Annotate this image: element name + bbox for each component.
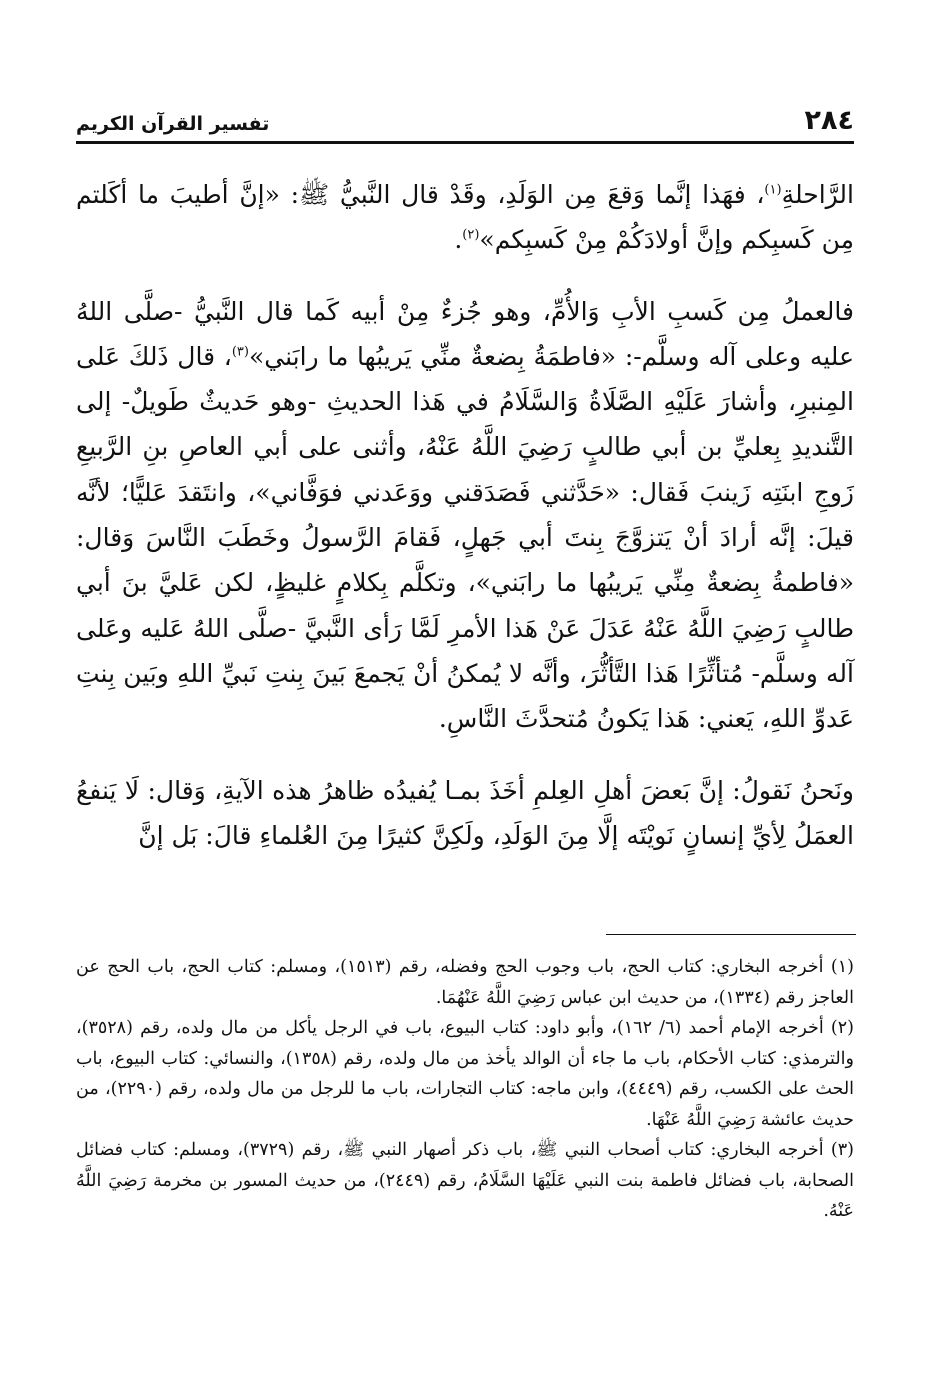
footnote: (٢) أخرجه الإمام أحمد (٦/ ١٦٢)، وأبو داود: كتاب البيوع، باب في الرجل يأكل من مال ولده، رقم (٣٥٢٨)، والترمذي: كتاب الأحكام، باب ما جاء أن الوالد يأخذ من مال ولده، رقم (١٣٥٨)، والنسائي: كتاب البيوع، باب الحث على الكسب، رقم (٤٤٤٩)، وابن ماجه: كتاب التجارات، باب ما للرجل من مال ولده، رقم (٢٢٩٠)، من حديث عائشة رَضِيَ اللَّهُ عَنْهَا. xyxy=(76,1018,855,1130)
footnote: (٣) أخرجه البخاري: كتاب أصحاب النبي ﷺ، باب ذكر أصهار النبي ﷺ، رقم (٣٧٢٩)، ومسلم: كتاب فضائل الصحابة، باب فضائل فاطمة بنت النبي عَلَيْهَا السَّلَامُ، رقم (٢٤٤٩)، من حديث المسور بن مخرمة رَضِيَ اللَّهُ عَنْهُ. xyxy=(76,1140,854,1221)
paragraph xyxy=(76,289,854,742)
footnote: (١) أخرجه البخاري: كتاب الحج، باب وجوب الحج وفضله، رقم (١٥١٣)، ومسلم: كتاب الحج، باب الحج عن العاجز رقم (١٣٣٤)، من حديث ابن عباس رَضِيَ اللَّهُ عَنْهُمَا. xyxy=(76,957,854,1008)
header-rule xyxy=(76,141,854,144)
page-header xyxy=(76,100,854,134)
footnote-marker: (٢) xyxy=(462,227,480,243)
footnote-marker: (٣) xyxy=(231,344,249,360)
text-run: . xyxy=(454,225,463,255)
text-run: ، فهَذا إنَّما وَقعَ مِن الوَلَدِ، وقَدْ قال النَّبيُّ ﷺ: «إنَّ أطيبَ ما أكَلتم مِن كَسبِكم وإنَّ أولادَكُمْ مِنْ كَسبِكم» xyxy=(76,180,854,255)
text-run: فالعملُ مِن كَسبِ الأبِ وَالأُمِّ، وهو جُزءٌ مِنْ أبيه كَما قال النَّبيُّ -صلَّى اللهُ عليه وعلى آله وسلَّم-: «فاطمَةُ بِضعةٌ منِّي يَريبُها ما رابَني» xyxy=(76,296,854,371)
paragraph-gap xyxy=(76,263,854,289)
paragraph-gap xyxy=(76,742,854,768)
text-run: ، قال ذَلكَ عَلى المِنبرِ، وأشارَ عَلَيْهِ الصَّلَاةُ وَالسَّلَامُ في هَذا الحديثِ -وهو حَديثٌ طَويلٌ- إلى التَّنديدِ بِعليِّ بن أبي طالبٍ رَضِيَ اللَّهُ عَنْهُ، وأثنى على أبي العاصِ بنِ الرَّبيعِ زَوجِ ابنَتِه زَينبَ فَقال: «حَدَّثني فَصَدَقني ووَعَدني فوَفَّاني»، وانتَقدَ عَليًّا؛ لأنَّه قيلَ: إنَّه أرادَ أنْ يَتزوَّجَ بِنتَ أبي جَهلٍ، فَقامَ الرَّسولُ وخَطَبَ النَّاسَ وَقال: «فاطمةُ بِضعةٌ مِنِّي يَريبُها ما رابَني»، وتكلَّم بِكلامٍ غليظٍ، لكن عَليَّ بنَ أبي طالبٍ رَضِيَ اللَّهُ عَنْهُ عَدَلَ عَنْ هَذا الأمرِ لَمَّا رَأى النَّبيَّ -صلَّى اللهُ عَليه وعَلى آله وسلَّم- مُتأثِّرًا هَذا التَّأثُّرَ، وأنَّه لا يُمكنُ أنْ يَجمعَ بَينَ بِنتِ نَبيِّ اللهِ وبَين بِنتِ عَدوِّ اللهِ، يَعني: هَذا يَكونُ مُتحدَّثَ النَّاسِ. xyxy=(76,341,854,734)
main-text xyxy=(76,172,854,858)
footnote-marker: (١) xyxy=(764,182,782,198)
footnotes xyxy=(76,952,854,1227)
paragraph xyxy=(76,172,854,263)
footnote-separator xyxy=(606,934,856,935)
paragraph: ونَحنُ نَقولُ: إنَّ بَعضَ أهلِ العِلمِ أخَذَ بمـا يُفيدُه ظاهرُ هذه الآيةِ، وَقال: لَا يَنفعُ العمَلُ لِأيِّ إنسانٍ نَويْتَه إلَّا مِنَ الوَلَدِ، ولَكِنَّ كثيرًا مِنَ العُلماءِ قالَ: بَل إنَّ xyxy=(76,775,854,850)
page-number: ٢٨٤ xyxy=(804,105,854,136)
text-run: الرَّاحلةِ xyxy=(781,180,854,209)
running-title: تفسير القرآن الكريم xyxy=(76,113,270,135)
